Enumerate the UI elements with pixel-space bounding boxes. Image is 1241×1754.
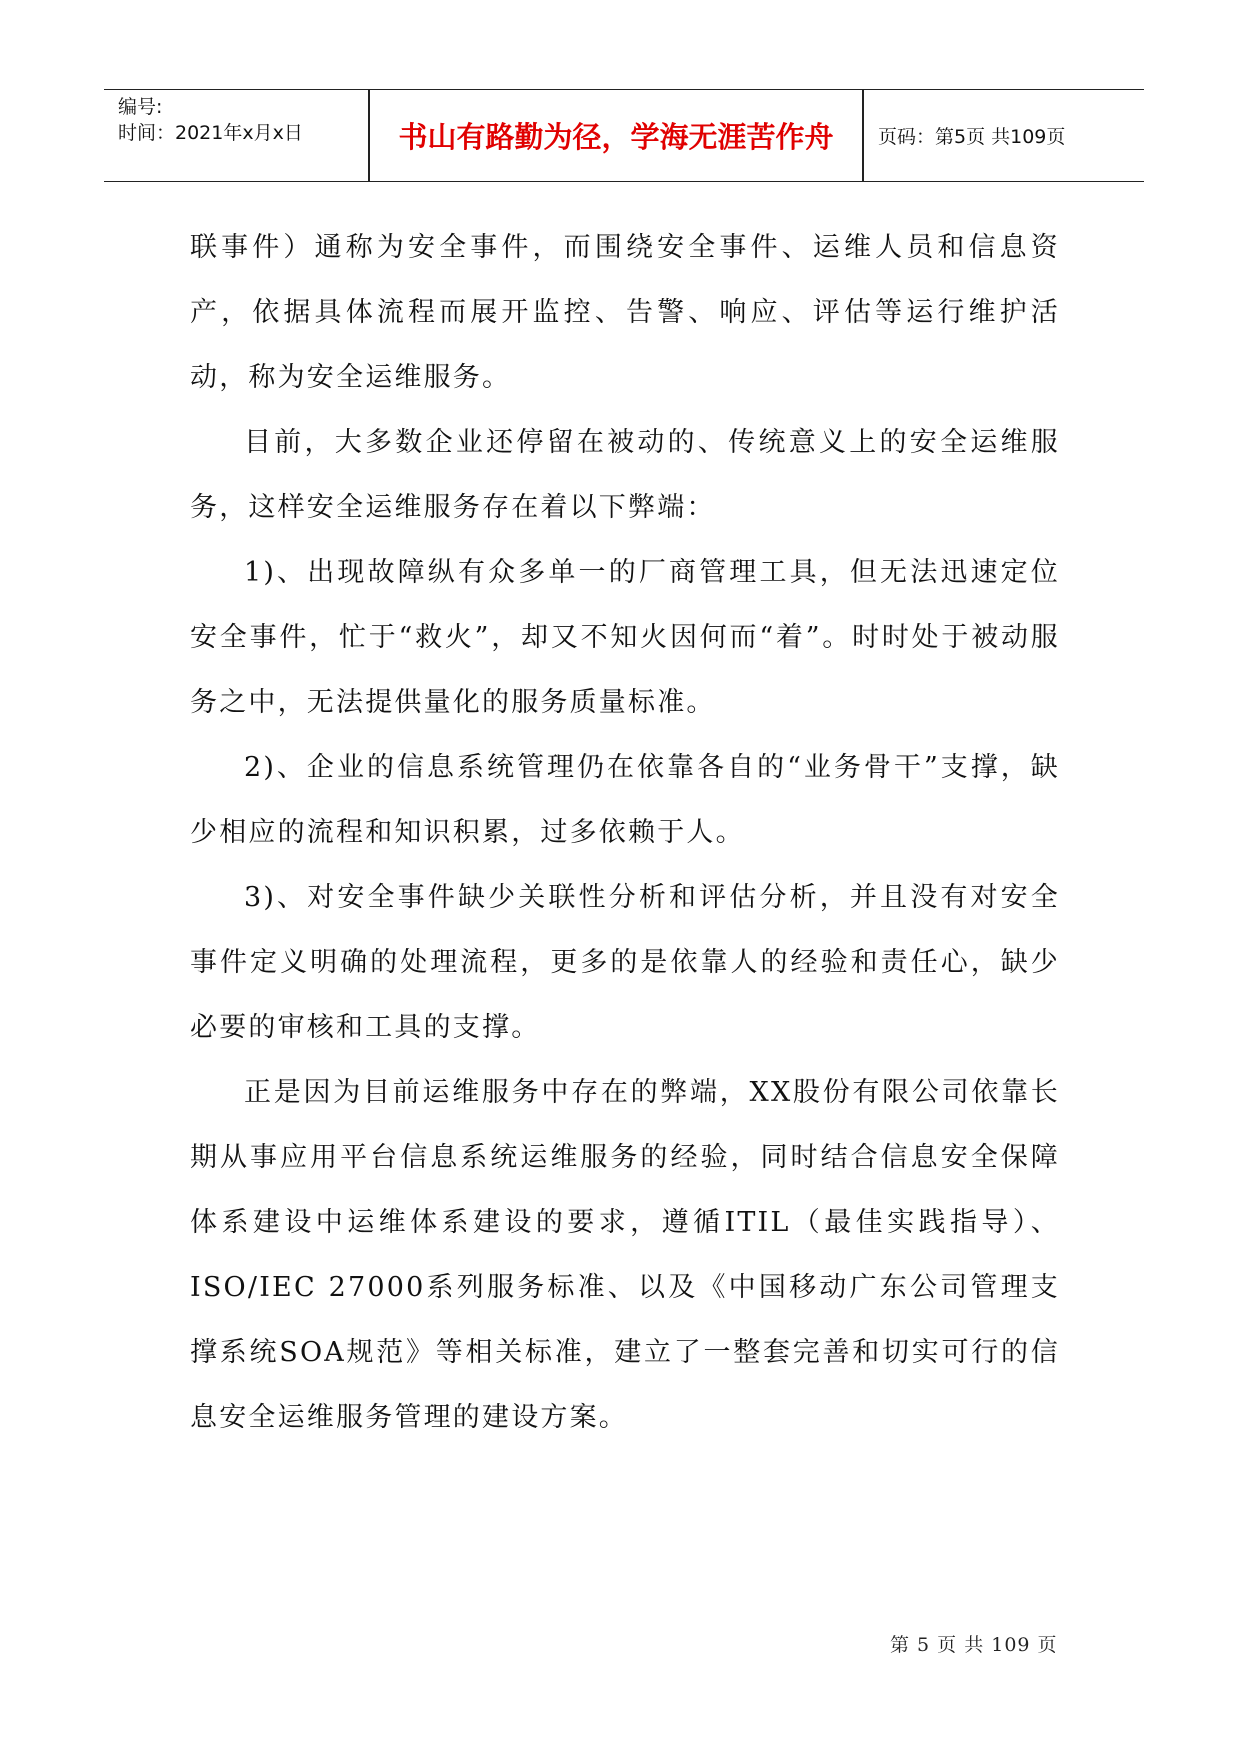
header-motto: 书山有路勤为径，学海无涯苦作舟 bbox=[398, 120, 834, 154]
header-page-number: 页码：第5页 共109页 bbox=[878, 126, 1066, 148]
document-time-label: 时间：2021年x月x日 bbox=[118, 122, 303, 144]
document-body bbox=[190, 215, 1060, 1450]
page-footer: 第 5 页 共 109 页 bbox=[890, 1634, 1058, 1656]
list-item-paragraph: 3)、对安全事件缺少关联性分析和评估分析，并且没有对安全事件定义明确的处理流程，更多的是依靠人的经验和责任心，缺少必要的审核和工具的支撑。 bbox=[190, 882, 1060, 1043]
list-item-paragraph: 1)、出现故障纵有众多单一的厂商管理工具，但无法迅速定位安全事件，忙于“救火”，却又不知火因何而“着”。时时处于被动服务之中，无法提供量化的服务质量标准。 bbox=[190, 557, 1060, 718]
body-paragraph: 正是因为目前运维服务中存在的弊端，XX股份有限公司依靠长期从事应用平台信息系统运维服务的经验，同时结合信息安全保障体系建设中运维体系建设的要求，遵循ITIL（最佳实践指导）、ISO/IEC 27000系列服务标准、以及《中国移动广东公司管理支撑系统SOA规范》等相关标准，建立了一整套完善和切实可行的信息安全运维服务管理的建设方案。 bbox=[190, 1077, 1060, 1433]
body-paragraph: 目前，大多数企业还停留在被动的、传统意义上的安全运维服务，这样安全运维服务存在着以下弊端： bbox=[190, 427, 1060, 523]
list-item-paragraph: 2)、企业的信息系统管理仍在依靠各自的“业务骨干”支撑，缺少相应的流程和知识积累，过多依赖于人。 bbox=[190, 752, 1060, 848]
page-header bbox=[104, 89, 1144, 182]
body-paragraph: 联事件）通称为安全事件，而围绕安全事件、运维人员和信息资产，依据具体流程而展开监控、告警、响应、评估等运行维护活动，称为安全运维服务。 bbox=[190, 232, 1060, 393]
header-meta bbox=[104, 90, 368, 181]
document-number-label: 编号: bbox=[118, 96, 163, 118]
